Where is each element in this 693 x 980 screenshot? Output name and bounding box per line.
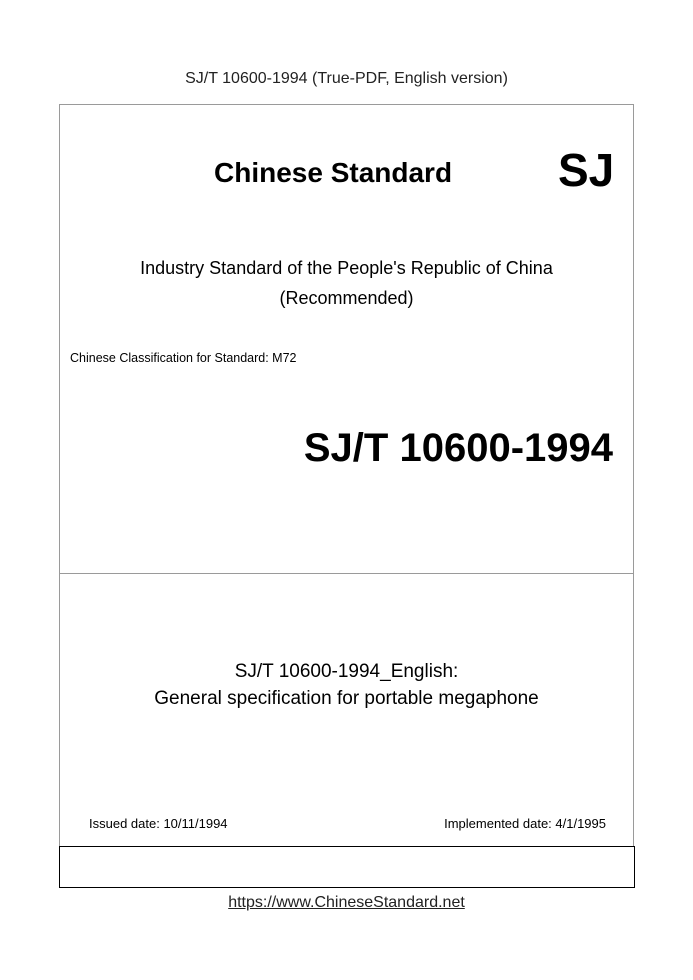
- sj-mark: SJ: [558, 144, 615, 196]
- title-box: [59, 574, 634, 847]
- issued-date: Issued date: 10/11/1994: [89, 816, 228, 831]
- page-header: SJ/T 10600-1994 (True-PDF, English version): [185, 70, 508, 87]
- bottom-box: [59, 846, 635, 888]
- implemented-date: Implemented date: 4/1/1995: [444, 816, 606, 831]
- document-title-line2: General specification for portable megaphone: [154, 688, 539, 709]
- standard-number: SJ/T 10600-1994: [303, 426, 613, 470]
- industry-standard-line: Industry Standard of the People's Republic of China: [140, 258, 553, 278]
- footer-link[interactable]: https://www.ChineseStandard.net: [228, 894, 465, 911]
- document-title-line1: SJ/T 10600-1994_English:: [234, 661, 459, 682]
- classification-text: Chinese Classification for Standard: M72: [70, 351, 297, 365]
- recommended-line: (Recommended): [279, 288, 414, 308]
- chinese-standard-heading: Chinese Standard: [214, 157, 453, 188]
